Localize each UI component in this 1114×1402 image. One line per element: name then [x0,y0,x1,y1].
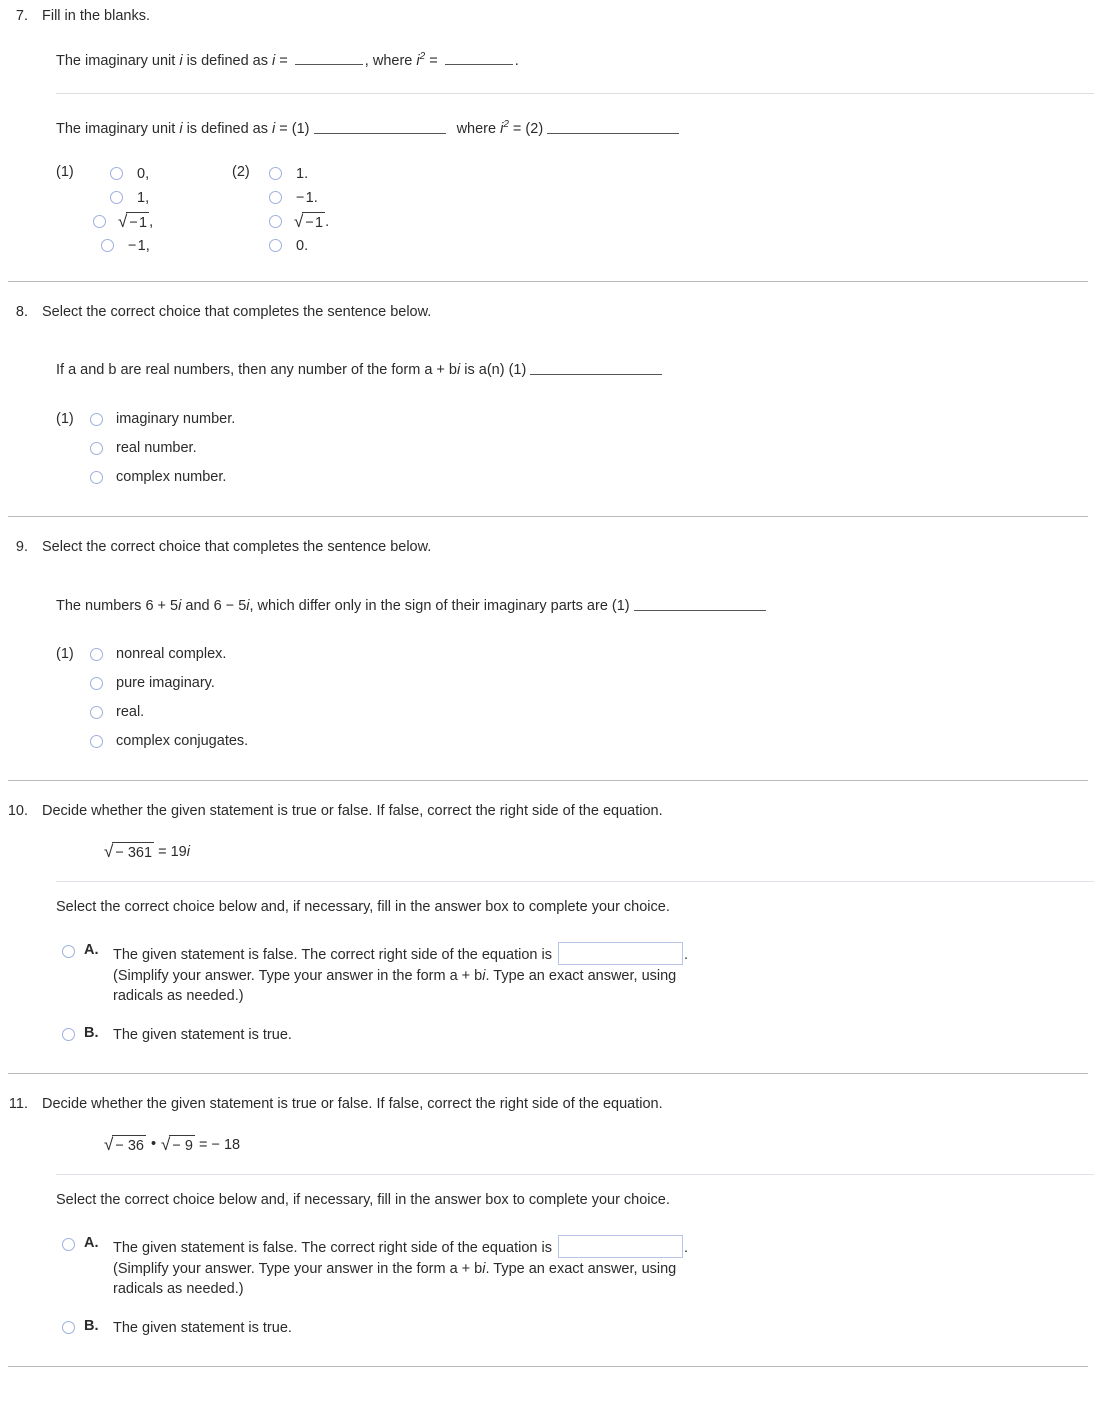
question-7-prompt: Fill in the blanks. [42,8,150,24]
question-7-statement [56,50,1100,71]
q11-a-line2b: . Type an exact answer, using [485,1260,677,1277]
q10-a-line2i: i [482,967,486,984]
q10-a-line1: The given statement is false. The correct right side of the equation is [113,947,552,964]
q10-choice-a-letter: A. [84,942,99,959]
question-7-option-columns [56,162,1100,258]
q7-re-exponent: 2 [503,118,509,130]
sqrt-icon: √ − 36 [104,1135,144,1155]
q8-sentence-a: If a and b are real numbers, then any number of the form a + b [56,362,457,379]
q7-blank-1 [295,52,363,65]
q10-radicand: − 361 [112,842,154,862]
q9-option-2[interactable] [56,698,1100,727]
radio-icon[interactable] [90,648,103,661]
question-10-prompt: Decide whether the given statement is true or false. If false, correct the right side of the equation. [42,802,663,819]
q11-a-line1: The given statement is false. The correct right side of the equation is [113,1240,552,1257]
q7-stmt-i2: i [272,52,276,69]
question-7-inner-divider [56,93,1094,94]
q9-sentence-b: and 6 − 5 [181,598,247,615]
q11-choice-a-text [113,1235,688,1300]
radio-icon[interactable] [269,239,282,252]
q8-label-2: complex number. [116,469,227,486]
q7-stmt-eq2: = [425,52,442,69]
q7-g2-option-3[interactable] [266,234,329,258]
q7-stmt-i: i [179,52,183,69]
q7-stmt-period: . [514,52,519,69]
question-7-group-2 [232,162,329,258]
q7-g2-option-0[interactable] [266,162,329,186]
q7-re-where: where [456,120,501,137]
question-10-header [0,802,1100,822]
q8-label-0: imaginary number. [116,411,236,428]
q7-re-eq: = (1) [275,120,310,137]
question-10-choice-a[interactable] [62,942,1100,1007]
q7-re-i2: i [272,120,276,137]
q11-radicand-1: − 36 [112,1135,146,1155]
radio-icon[interactable] [90,442,103,455]
q7-re-prefix: The imaginary unit [56,120,180,137]
question-11-choice-a[interactable] [62,1235,1100,1300]
q9-sentence-i2: i [246,598,250,615]
q10-a-after-box: . [684,947,689,964]
question-9-options [56,640,1100,756]
q7-g1-option-2[interactable] [90,210,153,234]
radio-icon[interactable] [90,706,103,719]
q9-dropdown-blank[interactable] [634,598,766,611]
q8-label-1: real number. [116,440,197,457]
q7-group1-tag: (1) [56,163,74,180]
radio-icon[interactable] [90,677,103,690]
question-11-choice-b[interactable] [62,1318,1100,1339]
q7-dropdown-blank-2[interactable] [547,121,679,134]
q10-rhs-i: i [186,844,190,861]
question-10-equation [104,842,1100,862]
q9-option-3[interactable] [56,727,1100,756]
q7-g1-option-0[interactable] [90,162,153,186]
q11-choice-a-letter: A. [84,1235,99,1252]
q8-dropdown-blank[interactable] [530,362,662,375]
question-7-group-1 [56,162,232,258]
question-9-prompt: Select the correct choice that completes the sentence below. [42,538,432,555]
sqrt-icon: √ − 361 [104,842,153,862]
q7-g2-label-3: 0. [296,237,309,254]
q11-answer-input[interactable] [558,1235,683,1258]
q11-a-after-box: . [684,1240,689,1257]
question-10-number: 10. [7,802,28,819]
question-10-instruction [56,899,1100,915]
q10-answer-input[interactable] [558,942,683,965]
question-7 [0,0,1114,282]
q10-choice-b-text: The given statement is true. [113,1026,292,1043]
radio-icon[interactable] [269,191,282,204]
divider-after-question-11 [8,1366,1088,1367]
q7-stmt-exponent: 2 [419,50,426,62]
q7-re-eq2: = (2) [508,120,544,137]
q7-group2-options [266,162,329,258]
q7-g2-label-1: − 1. [296,189,318,206]
q7-re-i: i [179,120,183,137]
question-11-number: 11. [8,1095,28,1112]
q7-group2-tag: (2) [232,163,250,180]
q10-a-line2a: (Simplify your answer. Type your answer in the form a + b [113,967,483,984]
radio-icon[interactable] [90,735,103,748]
q11-instruction-text: Select the correct choice below and, if necessary, fill in the answer box to complete your choice. [56,1192,670,1209]
q11-a-line2i: i [482,1260,486,1277]
question-9-header [0,538,1100,558]
radio-icon[interactable] [101,239,114,252]
q9-option-0[interactable] [56,640,1100,669]
question-10-choice-b[interactable] [62,1025,1100,1046]
q11-choice-b-text: The given statement is true. [113,1319,292,1336]
q7-g1-label-1: 1, [137,189,150,206]
radio-icon[interactable] [62,1238,75,1251]
question-11-prompt: Decide whether the given statement is true or false. If false, correct the right side of the equation. [42,1095,663,1112]
question-8-options [56,405,1100,492]
radio-icon[interactable] [90,413,103,426]
question-11-instruction [56,1192,1100,1208]
q7-g1-label-0: 0, [137,165,150,182]
q7-stmt-isq: i [416,52,420,69]
radio-icon[interactable] [110,167,123,180]
question-9-sentence [56,596,1100,616]
question-9 [0,517,1114,781]
q9-label-0: nonreal complex. [116,646,227,663]
question-8-sentence [56,360,1100,380]
question-11-inner-divider [56,1174,1094,1175]
q11-choice-b-letter: B. [84,1317,99,1334]
q7-g2-label-2: √ − 1 . [294,211,330,231]
q7-stmt-eq: = [275,52,292,69]
q7-blank-2 [445,52,513,65]
q10-choice-a-text [113,942,688,1007]
q11-a-line2a: (Simplify your answer. Type your answer in the form a + b [113,1260,483,1277]
q11-rhs: = − 18 [198,1137,241,1154]
q8-tag: (1) [56,411,74,428]
radio-icon[interactable] [269,215,282,228]
q10-choice-b-letter: B. [84,1024,99,1041]
q7-g2-option-1[interactable] [266,186,329,210]
question-7-number: 7. [15,8,28,24]
q9-sentence-c: , which differ only in the sign of their imaginary parts are (1) [249,598,630,615]
question-11-equation [104,1135,1100,1155]
question-10-inner-divider [56,881,1094,882]
q9-tag: (1) [56,646,74,663]
q10-rhs: = 19 [158,844,187,861]
q9-label-1: pure imaginary. [116,675,215,692]
q9-sentence-i1: i [178,598,182,615]
q10-equation-expression [104,844,190,860]
question-7-restated [56,118,1100,139]
q7-stmt-mid: is defined as [182,52,273,69]
q8-sentence-b: is a(n) (1) [460,362,527,379]
q10-a-line2b: . Type an exact answer, using [485,967,677,984]
question-11-header [0,1095,1100,1115]
question-8-header [0,303,1100,323]
q7-g1-option-1[interactable] [90,186,153,210]
q8-option-2[interactable] [56,463,1100,492]
q7-dropdown-blank-1[interactable] [314,121,446,134]
question-8-number: 8. [15,303,28,320]
radio-icon[interactable] [110,191,123,204]
sqrt-icon: √ − 1 [294,211,324,231]
q10-instruction-text: Select the correct choice below and, if necessary, fill in the answer box to complete your choice. [56,899,670,916]
q7-stmt-where: , where [364,52,417,69]
q10-a-line3: radicals as needed.) [113,988,244,1005]
question-11 [0,1074,1114,1367]
q7-g1-option-3[interactable] [90,234,153,258]
q7-stmt-prefix: The imaginary unit [56,52,180,69]
radio-icon[interactable] [62,1028,75,1041]
q11-radicand-2: − 9 [169,1135,195,1155]
q11-a-line3: radicals as needed.) [113,1281,244,1298]
q9-label-3: complex conjugates. [116,733,249,750]
question-8 [0,282,1114,517]
radio-icon[interactable] [62,1321,75,1334]
q7-group1-options [90,162,153,258]
q7-re-mid: is defined as [182,120,273,137]
sqrt-icon: √ − 1 [118,211,148,231]
q7-g1-label-2: √ − 1 , [118,211,154,231]
question-10 [0,781,1114,1074]
q9-option-1[interactable] [56,669,1100,698]
radio-icon[interactable] [90,471,103,484]
q7-g2-option-2[interactable] [266,210,329,234]
radio-icon[interactable] [269,167,282,180]
q7-g2-label-0: 1. [296,165,309,182]
question-7-header [0,7,1100,27]
q11-multiply-operator: • [150,1136,157,1153]
q7-re-isq: i [500,120,504,137]
q8-option-0[interactable] [56,405,1100,434]
question-8-prompt: Select the correct choice that completes the sentence below. [42,303,432,320]
question-9-number: 9. [15,538,28,555]
q9-label-2: real. [116,704,145,721]
q7-g1-label-3: − 1, [128,237,150,254]
radio-icon[interactable] [62,945,75,958]
sqrt-icon: √ − 9 [161,1135,193,1155]
q11-equation-expression [104,1137,240,1153]
radio-icon[interactable] [93,215,106,228]
q8-sentence-i: i [457,362,461,379]
q9-sentence-a: The numbers 6 + 5 [56,598,179,615]
q8-option-1[interactable] [56,434,1100,463]
